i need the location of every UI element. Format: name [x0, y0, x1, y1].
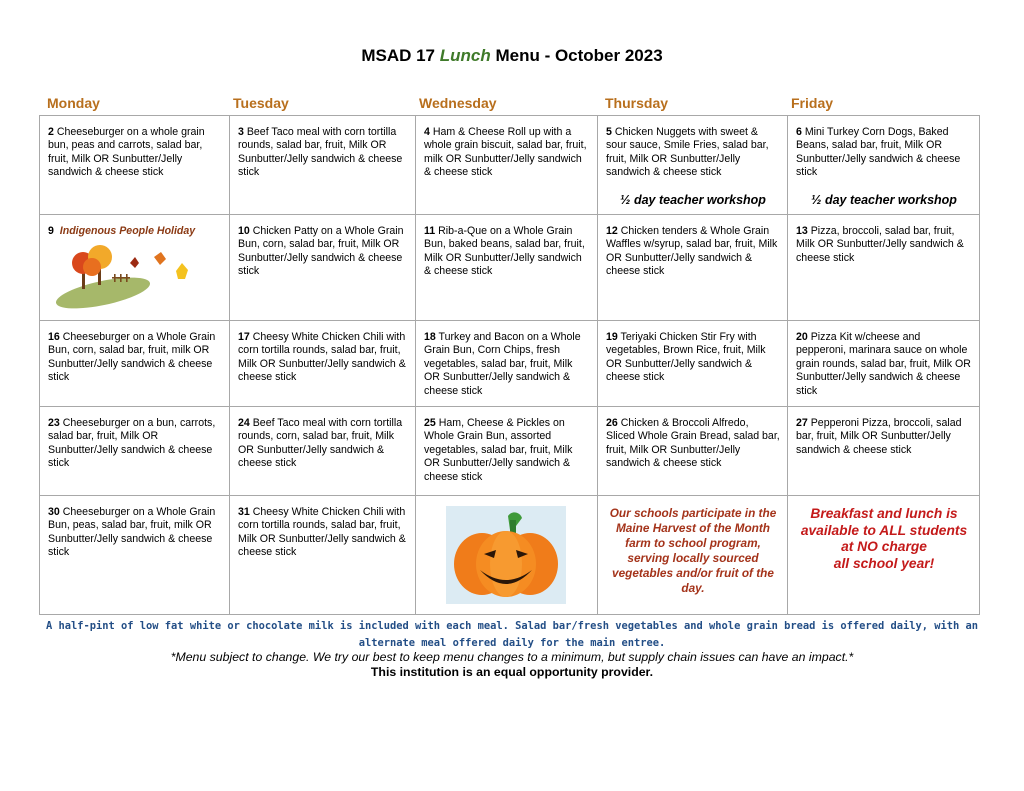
menu-text: Chicken Patty on a Whole Grain Bun, corn, salad bar, fruit, Milk OR Sunbutter/Jelly sandwich & cheese stick	[238, 225, 404, 278]
date-number: 27	[796, 417, 808, 429]
date-number: 13	[796, 225, 808, 237]
day-cell	[416, 321, 598, 407]
menu-text: Chicken Nuggets with sweet & sour sauce, Smile Fries, salad bar, fruit, Milk OR Sunbutter/Jelly sandwich & cheese stick	[606, 126, 769, 179]
date-number: 17	[238, 331, 250, 343]
date-number: 3	[238, 126, 244, 138]
day-cell	[40, 496, 230, 615]
day-cell	[416, 215, 598, 321]
day-cell	[788, 215, 980, 321]
day-header-tuesday: Tuesday	[233, 95, 289, 111]
day-cell	[788, 321, 980, 407]
date-number: 24	[238, 417, 250, 429]
menu-text: Pizza Kit w/cheese and pepperoni, marinara sauce on whole grain rounds, salad bar, fruit, Milk OR Sunbutter/Jelly sandwich & cheese stick	[796, 331, 971, 397]
day-cell	[598, 321, 788, 407]
menu-text: Pepperoni Pizza, broccoli, salad bar, fruit, Milk OR Sunbutter/Jelly sandwich & cheese stick	[796, 417, 962, 456]
week-row	[40, 321, 980, 407]
title-accent-lunch: Lunch	[439, 46, 491, 65]
date-number: 30	[48, 506, 60, 518]
milk-note: A half-pint of low fat white or chocolate milk is included with each meal. Salad bar/fresh vegetables and whole grain bread is offered daily, with an alternate meal offered daily for the main entree.	[45, 620, 979, 649]
day-cell	[230, 215, 416, 321]
menu-text: Pizza, broccoli, salad bar, fruit, Milk OR Sunbutter/Jelly sandwich & cheese stick	[796, 225, 964, 264]
date-number: 31	[238, 506, 250, 518]
day-cell	[598, 116, 788, 215]
date-number: 19	[606, 331, 618, 343]
workshop-note: ½ day teacher workshop	[620, 192, 766, 207]
holiday-label: Indigenous People Holiday	[59, 225, 196, 237]
equal-opportunity-statement: This institution is an equal opportunity provider.	[370, 665, 654, 679]
day-cell	[230, 321, 416, 407]
date-number: 2	[48, 126, 54, 138]
menu-text: Turkey and Bacon on a Whole Grain Bun, Corn Chips, fresh vegetables, salad bar, fruit, Milk OR Sunbutter/Jelly sandwich & cheese stick	[424, 331, 581, 397]
day-cell	[788, 407, 980, 496]
menu-text: Ham, Cheese & Pickles on Whole Grain Bun, assorted vegetables, salad bar, fruit, Milk OR Sunbutter/Jelly sandwich & cheese stick	[424, 417, 573, 483]
menu-text: Rib-a-Que on a Whole Grain Bun, baked beans, salad bar, fruit, Milk OR Sunbutter/Jelly sandwich & cheese stick	[424, 225, 585, 278]
day-cell	[416, 407, 598, 496]
menu-calendar	[39, 115, 980, 615]
date-number: 12	[606, 225, 618, 237]
day-cell	[230, 407, 416, 496]
weekday-header-row	[40, 95, 979, 115]
date-number: 6	[796, 126, 802, 138]
page-title: MSAD 17 Lunch Menu - October 2023	[361, 46, 663, 65]
date-number: 4	[424, 126, 430, 138]
day-cell	[788, 116, 980, 215]
free-meals-note: Breakfast and lunch is available to ALL students at NO charge all school year!	[800, 506, 968, 571]
menu-text: Beef Taco meal with corn tortilla rounds, corn, salad bar, fruit, Milk OR Sunbutter/Jelly sandwich & cheese stick	[238, 417, 403, 470]
date-number: 18	[424, 331, 436, 343]
harvest-of-month-note: Our schools participate in the Maine Harvest of the Month farm to school program, serving locally sourced vegetables and/or fruit of the day.	[609, 506, 777, 595]
week-row	[40, 496, 980, 615]
menu-text: Cheeseburger on a Whole Grain Bun, peas, salad bar, fruit, milk OR Sunbutter/Jelly sandwich & cheese stick	[48, 506, 216, 559]
date-number: 25	[424, 417, 436, 429]
day-header-monday: Monday	[47, 95, 100, 111]
menu-text: Chicken & Broccoli Alfredo, Sliced Whole Grain Bread, salad bar, fruit, Milk OR Sunbutter/Jelly sandwich & cheese stick	[606, 417, 780, 470]
menu-text: Cheeseburger on a whole grain bun, peas and carrots, salad bar, fruit, Milk OR Sunbutter/Jelly sandwich & cheese stick	[48, 126, 205, 179]
date-number: 26	[606, 417, 618, 429]
menu-text: Cheeseburger on a Whole Grain Bun, corn, salad bar, fruit, milk OR Sunbutter/Jelly sandwich & cheese stick	[48, 331, 216, 384]
day-header-friday: Friday	[791, 95, 834, 111]
date-number: 10	[238, 225, 250, 237]
menu-text: Ham & Cheese Roll up with a whole grain biscuit, salad bar, fruit, milk OR Sunbutter/Jelly sandwich & cheese stick	[424, 126, 587, 179]
day-cell	[230, 116, 416, 215]
day-header-wednesday: Wednesday	[419, 95, 497, 111]
pumpkin-clipart	[446, 506, 566, 604]
date-number: 11	[424, 225, 436, 237]
day-cell	[788, 496, 980, 615]
autumn-tree-clipart	[48, 241, 198, 313]
week-row	[40, 407, 980, 496]
day-header-thursday: Thursday	[605, 95, 669, 111]
day-cell	[598, 496, 788, 615]
menu-change-note: *Menu subject to change. We try our best to keep menu changes to a minimum, but supply chain issues can have an impact.*	[170, 650, 854, 664]
menu-text: Cheesy White Chicken Chili with corn tortilla rounds, salad bar, fruit, Milk OR Sunbutter/Jelly sandwich & cheese stick	[238, 331, 406, 384]
date-number: 16	[48, 331, 60, 343]
date-number: 9	[48, 225, 54, 237]
day-cell	[40, 116, 230, 215]
date-number: 23	[48, 417, 60, 429]
day-cell	[416, 116, 598, 215]
day-cell	[416, 496, 598, 615]
menu-text: Beef Taco meal with corn tortilla rounds, salad bar, fruit, Milk OR Sunbutter/Jelly sandwich & cheese stick	[238, 126, 403, 179]
menu-text: Cheeseburger on a bun, carrots, salad bar, fruit, Milk OR Sunbutter/Jelly sandwich & cheese stick	[48, 417, 216, 470]
day-cell	[598, 215, 788, 321]
week-row	[40, 215, 980, 321]
day-cell	[40, 407, 230, 496]
day-cell	[40, 321, 230, 407]
date-number: 20	[796, 331, 808, 343]
menu-text: Mini Turkey Corn Dogs, Baked Beans, salad bar, fruit, Milk OR Sunbutter/Jelly sandwich & cheese stick	[796, 126, 961, 179]
date-number: 5	[606, 126, 612, 138]
menu-text: Teriyaki Chicken Stir Fry with vegetables, Brown Rice, fruit, Milk OR Sunbutter/Jelly sandwich & cheese stick	[606, 331, 766, 384]
day-cell	[230, 496, 416, 615]
day-cell	[598, 407, 788, 496]
day-cell	[40, 215, 230, 321]
menu-text: Chicken tenders & Whole Grain Waffles w/syrup, salad bar, fruit, Milk OR Sunbutter/Jelly sandwich & cheese stick	[606, 225, 778, 278]
menu-text: Cheesy White Chicken Chili with corn tortilla rounds, salad bar, fruit, Milk OR Sunbutter/Jelly sandwich & cheese stick	[238, 506, 406, 559]
week-row	[40, 116, 980, 215]
workshop-note: ½ day teacher workshop	[811, 192, 957, 207]
